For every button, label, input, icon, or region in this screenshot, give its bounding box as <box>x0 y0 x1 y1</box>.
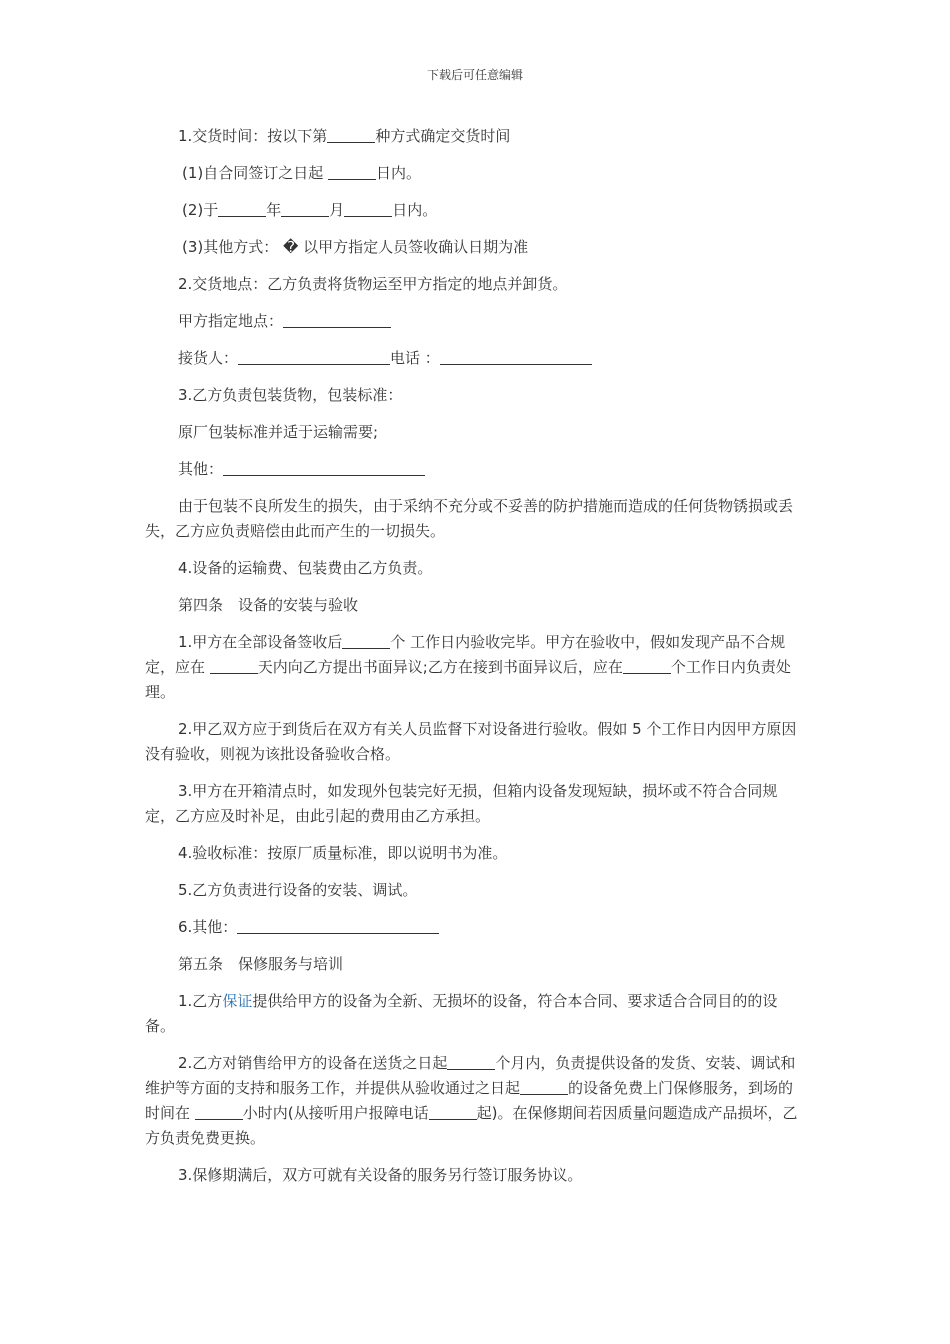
paragraph-delivery-place: 2.交货地点：乙方负责将货物运至甲方指定的地点并卸货。 <box>178 275 568 293</box>
paragraph-option-2: (2)于 年 月 日内。 <box>182 201 438 219</box>
guarantee-link[interactable]: 保证 <box>222 992 253 1010</box>
section-heading-5: 第五条 保修服务与培训 <box>178 955 344 973</box>
paragraph-designated-place: 甲方指定地点： <box>145 309 805 334</box>
paragraph-acceptance-1: 1.甲方在全部设备签收后 个 工作日内验收完毕。甲方在验收中，假如发现产品不合规定，应在 天内向乙方提出书面异议;乙方在接到书面异议后，应在 个工作日内负责处理。 <box>145 633 791 701</box>
blank-field[interactable] <box>218 200 266 217</box>
blank-field[interactable] <box>195 1103 243 1120</box>
paragraph-acceptance-4: 4.验收标准：按原厂质量标准，即以说明书为准。 <box>178 844 508 862</box>
paragraph-option-1: (1)自合同签订之日起 日内。 <box>182 164 422 182</box>
paragraph-packaging-standard: 原厂包装标准并适于运输需要; <box>178 423 379 441</box>
blank-field[interactable] <box>283 311 391 328</box>
paragraph-other: 其他： <box>145 457 805 482</box>
blank-field[interactable] <box>429 1103 477 1120</box>
blank-field[interactable] <box>520 1078 568 1095</box>
paragraph-warranty-1: 1.乙方保证提供给甲方的设备为全新、无损坏的设备，符合本合同、要求适合合同目的的设备。 <box>145 992 778 1035</box>
blank-field[interactable] <box>210 657 258 674</box>
blank-field[interactable] <box>281 200 329 217</box>
blank-field[interactable] <box>344 200 392 217</box>
document-body <box>145 124 805 1200</box>
paragraph-freight: 4.设备的运输费、包装费由乙方负责。 <box>178 559 433 577</box>
blank-field[interactable] <box>327 126 375 143</box>
paragraph-packaging-loss: 由于包装不良所发生的损失，由于采纳不充分或不妥善的防护措施而造成的任何货物锈损或丢失，乙方应负责赔偿由此而产生的一切损失。 <box>145 497 794 540</box>
section-heading-4: 第四条 设备的安装与验收 <box>178 596 359 614</box>
paragraph-option-3: (3)其他方式： � 以甲方指定人员签收确认日期为准 <box>182 238 529 256</box>
paragraph-acceptance-2: 2.甲乙双方应于到货后在双方有关人员监督下对设备进行验收。假如 5 个工作日内因甲方原因没有验收，则视为该批设备验收合格。 <box>145 720 797 763</box>
blank-field[interactable] <box>623 657 671 674</box>
paragraph-packaging: 3.乙方负责包装货物，包装标准： <box>178 386 403 404</box>
blank-field[interactable] <box>440 348 592 365</box>
blank-field[interactable] <box>447 1053 495 1070</box>
blank-field[interactable] <box>342 632 390 649</box>
paragraph-acceptance-3: 3.甲方在开箱清点时，如发现外包装完好无损，但箱内设备发现短缺，损坏或不符合合同规定，乙方应及时补足，由此引起的费用由乙方承担。 <box>145 782 778 825</box>
paragraph-delivery-time: 1.交货时间：按以下第 种方式确定交货时间 <box>178 127 511 145</box>
paragraph-warranty-3: 3.保修期满后，双方可就有关设备的服务另行签订服务协议。 <box>178 1166 583 1184</box>
blank-field[interactable] <box>328 163 376 180</box>
page-header: 下载后可任意编辑 <box>426 68 523 82</box>
paragraph-warranty-2: 2.乙方对销售给甲方的设备在送货之日起 个月内，负责提供设备的发货、安装、调试和维护等方面的支持和服务工作，并提供从验收通过之日起 的设备免费上门保修服务，到场的时间在 小时内(从接听用户报障电话 起)。在保修期间若因质量问题造成产品损坏，乙方负责免费更换。 <box>145 1054 798 1147</box>
paragraph-acceptance-5: 5.乙方负责进行设备的安装、调试。 <box>178 881 418 899</box>
paragraph-receiver: 接货人： 电话 ： <box>145 346 805 371</box>
blank-field[interactable] <box>237 917 439 934</box>
paragraph-acceptance-6: 6.其他： <box>145 915 805 940</box>
blank-field[interactable] <box>223 459 425 476</box>
blank-field[interactable] <box>238 348 390 365</box>
